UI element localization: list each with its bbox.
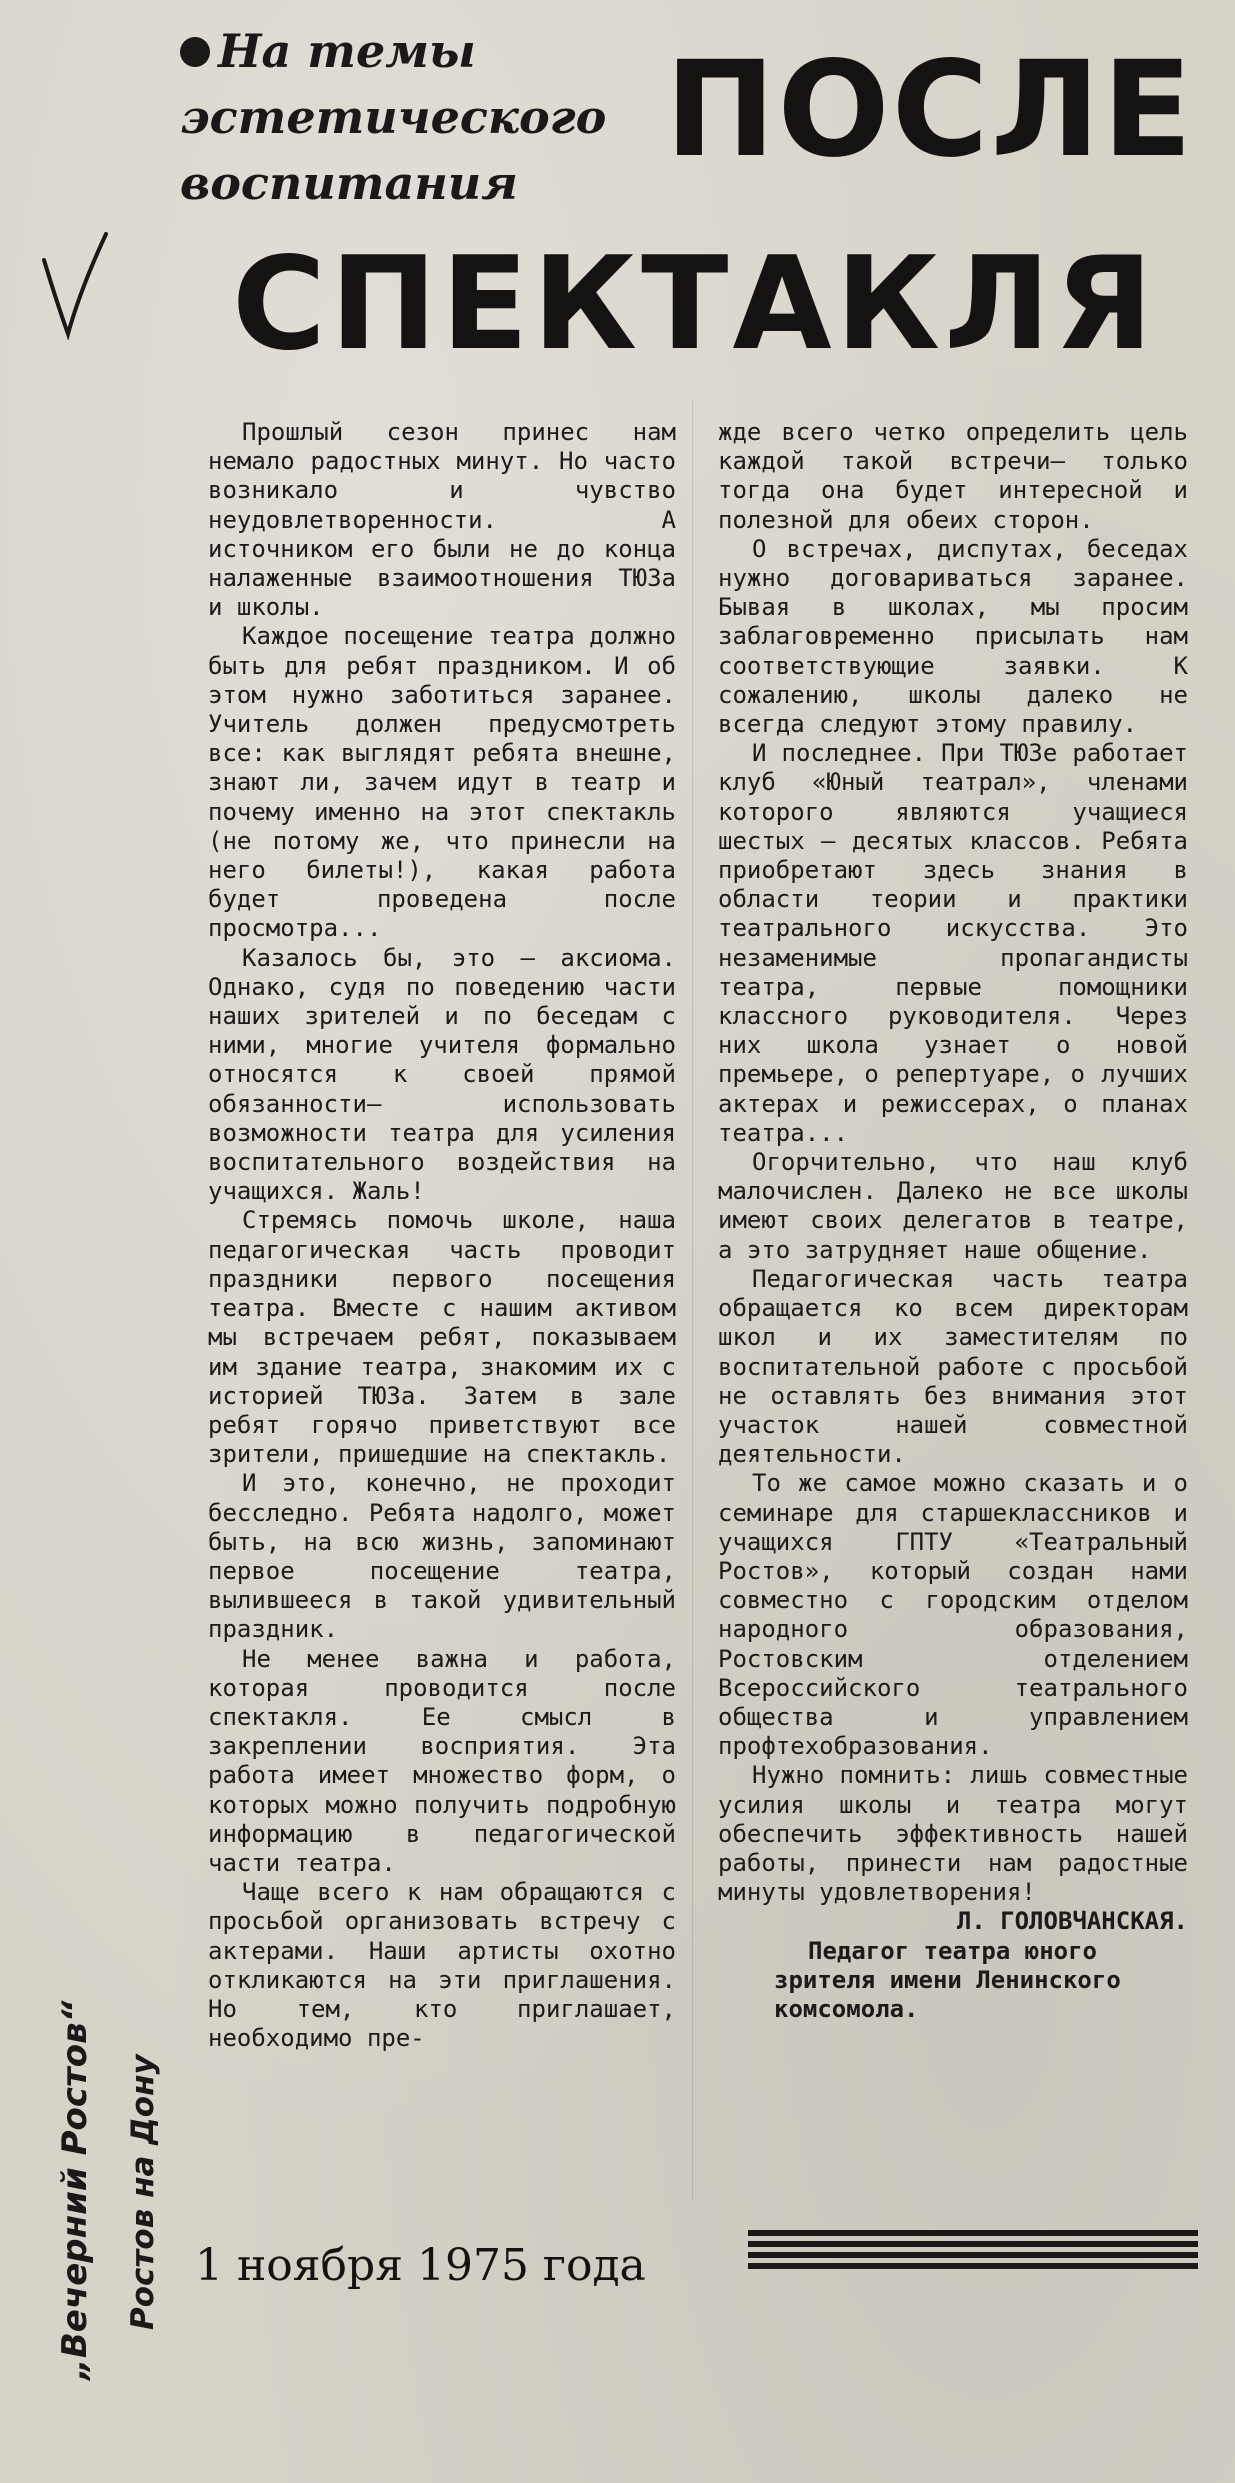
column-divider bbox=[692, 400, 693, 2200]
paragraph: То же самое можно сказать и о семинаре для старшеклассников и учащихся ГПТУ «Театральный Ростов», который создан нами совместно с городским отделом народного образования, Ростовским отделением Всероссийского театрального общества и управлением профтехобразования. bbox=[718, 1469, 1188, 1761]
paragraph: Казалось бы, это — аксиома. Однако, судя по поведению части наших зрителей и по беседам с ними, многие учителя формально относятся к своей прямой обязанности— использовать возможности театра для усиления воспитательного воздействия на учащихся. Жаль! bbox=[208, 943, 676, 1206]
newspaper-city: Ростов на Дону bbox=[125, 2054, 161, 2330]
headline-line-2: СПЕКТАКЛЯ bbox=[232, 230, 1157, 379]
rubric-line-3: воспитания bbox=[180, 156, 518, 210]
rubric bbox=[180, 18, 620, 216]
paragraph-continued: жде всего четко определить цель каждой такой встречи— только тогда она будет интересной и полезной для обеих сторон. bbox=[718, 418, 1188, 534]
article-column-2 bbox=[718, 418, 1188, 2024]
decorative-rule bbox=[748, 2230, 1198, 2280]
paragraph: Каждое посещение театра должно быть для ребят праздником. И об этом нужно заботиться заранее. Учитель должен предусмотреть все: как выглядят ребята внешне, знают ли, зачем идут в театр и почему именно на этот спектакль (не потому же, что принесли на него билеты!), какая работа будет проведена после просмотра... bbox=[208, 622, 676, 943]
paragraph: Нужно помнить: лишь совместные усилия школы и театра могут обеспечить эффективность нашей работы, принести нам радостные минуты удовлетворения! bbox=[718, 1761, 1188, 1907]
paragraph: Чаще всего к нам обращаются с просьбой организовать встречу с актерами. Наши артисты охотно откликаются на эти приглашения. Но тем, кто приглашает, необходимо пре- bbox=[208, 1878, 676, 2053]
bullet-icon bbox=[180, 37, 210, 67]
rubric-line-2: эстетического bbox=[180, 90, 607, 144]
paragraph: И последнее. При ТЮЗе работает клуб «Юный театрал», членами которого являются учащиеся шестых — десятых классов. Ребята приобретают здесь знания в области теории и практики театрального искусства. Это незаменимые пропагандисты театра, первые помощники классного руководителя. Через них школа узнает о новой премьере, о репертуаре, о лучших актерах и режиссерах, о планах театра... bbox=[718, 739, 1188, 1147]
newspaper-name: „Вечерний Ростов“ bbox=[55, 2000, 95, 2380]
paragraph: Педагогическая часть театра обращается ко всем директорам школ и их заместителям по воспитательной работе с просьбой не оставлять без внимания этот участок нашей совместной деятельности. bbox=[718, 1264, 1188, 1469]
rubric-line-1 bbox=[180, 18, 620, 84]
paragraph: Не менее важна и работа, которая проводится после спектакля. Ее смысл в закреплении восприятия. Эта работа имеет множество форм, о которых можно получить подробную информацию в педагогической части театра. bbox=[208, 1644, 676, 1877]
headline-line-1: ПОСЛЕ bbox=[665, 33, 1195, 187]
author-role: Педагог театра юного зрителя имени Ленинского комсомола. bbox=[774, 1936, 1121, 2023]
paragraph: Стремясь помочь школе, наша педагогическая часть проводит праздники первого посещения театра. Вместе с нашим активом мы встречаем ребят, показываем им здание театра, знакомим их с историей ТЮЗа. Затем в зале ребят горячо приветствуют все зрители, пришедшие на спектакль. bbox=[208, 1206, 676, 1469]
paragraph: Огорчительно, что наш клуб малочислен. Далеко не все школы имеют своих делегатов в театре, а это затрудняет наше общение. bbox=[718, 1148, 1188, 1264]
checkmark-icon bbox=[40, 230, 110, 340]
publication-date: 1 ноября 1975 года bbox=[195, 2240, 646, 2291]
rubric-text-1: На темы bbox=[218, 24, 476, 78]
paragraph: И это, конечно, не проходит бесследно. Ребята надолго, может быть, на всю жизнь, запоминают первое посещение театра, вылившееся в такой удивительный праздник. bbox=[208, 1469, 676, 1644]
author-name: Л. ГОЛОВЧАНСКАЯ. bbox=[956, 1907, 1188, 1936]
article-column-1 bbox=[208, 418, 676, 2053]
paragraph: О встречах, диспутах, беседах нужно договариваться заранее. Бывая в школах, мы просим заблаговременно присылать нам соответствующие заявки. К сожалению, школы далеко не всегда следуют этому правилу. bbox=[718, 534, 1188, 739]
paragraph: Прошлый сезон принес нам немало радостных минут. Но часто возникало и чувство неудовлетворенности. А источником его были не до конца налаженные взаимоотношения ТЮЗа и школы. bbox=[208, 418, 676, 622]
